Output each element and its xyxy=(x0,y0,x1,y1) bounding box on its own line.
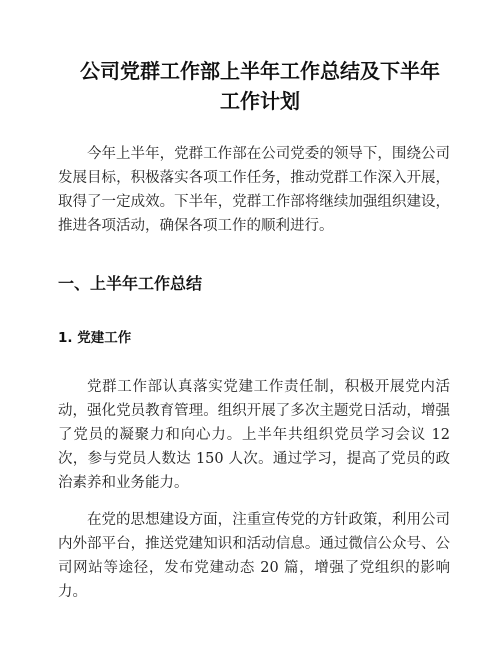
title-line-2: 工作计划 xyxy=(220,89,300,113)
intro-paragraph: 今年上半年，党群工作部在公司党委的领导下，围绕公司发展目标，积极落实各项工作任务，推动党群工作深入开展，取得了一定成效。下半年，党群工作部将继续加强组织建设，推进各项活动，确保各项工作的顺利进行。 xyxy=(58,146,450,234)
document-title xyxy=(60,56,460,116)
subsection-heading-party-building: 1. 党建工作 xyxy=(58,330,132,346)
section-heading-first-half-summary: 一、上半年工作总结 xyxy=(58,274,203,293)
ideological-building-paragraph: 在党的思想建设方面，注重宣传党的方针政策，利用公司内外部平台，推送党建知识和活动信息。通过微信公众号、公司网站等途径，发布党建动态 20 篇，增强了党组织的影响力。 xyxy=(58,512,450,600)
title-line-1: 公司党群工作部上半年工作总结及下半年 xyxy=(80,59,440,83)
party-building-paragraph: 党群工作部认真落实党建工作责任制，积极开展党内活动，强化党员教育管理。组织开展了多次主题党日活动，增强了党员的凝聚力和向心力。上半年共组织党员学习会议 12 次，参与党员人数达 150 人次。通过学习，提高了党员的政治素养和业务能力。 xyxy=(58,379,450,491)
